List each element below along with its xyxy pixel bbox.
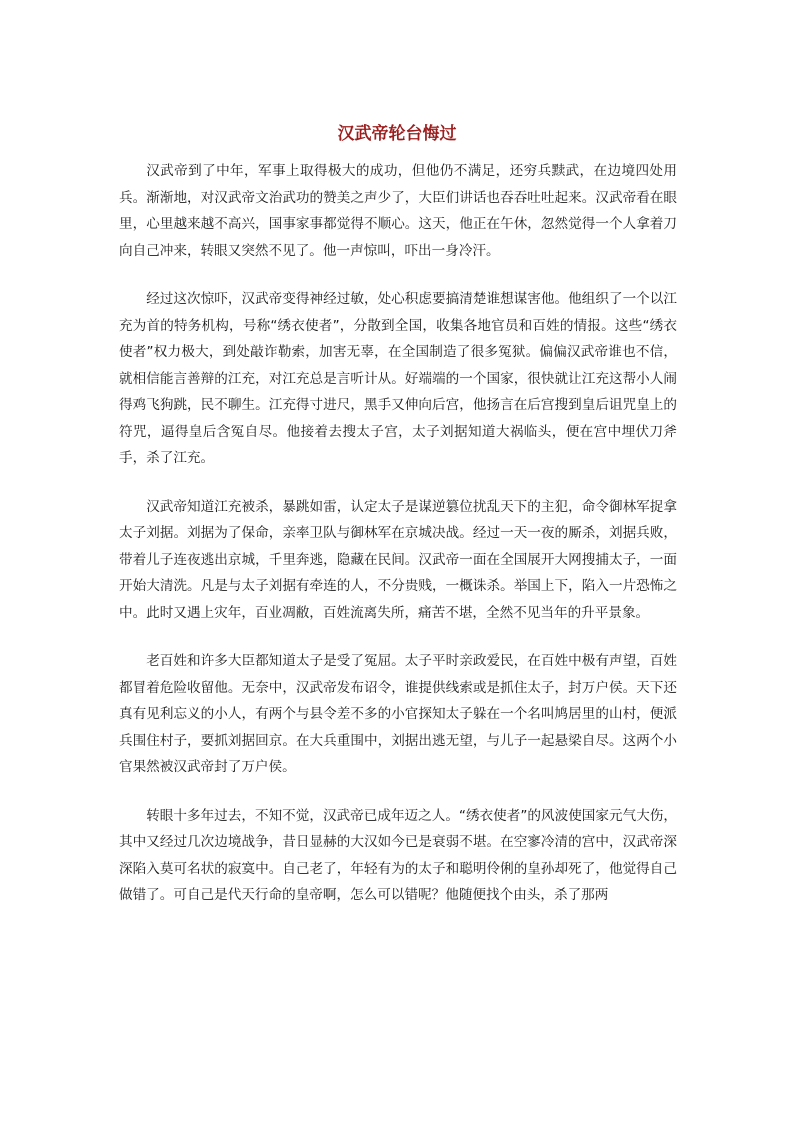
paragraph: 老百姓和许多大臣都知道太子是受了冤屈。太子平时亲政爱民，在百姓中极有声望，百姓都冒着危险收留他。无奈中，汉武帝发布诏令，谁提供线索或是抓住太子，封万户侯。天下还真有见利忘义的小人，有两个与县令差不多的小官探知太子躲在一个名叫鸠居里的山村，便派兵围住村子，要抓刘据回京。在大兵重围中，刘据出逃无望，与儿子一起悬梁自尽。这两个小官果然被汉武帝封了万户侯。: [119, 653, 677, 775]
paragraph: 转眼十多年过去，不知不觉，汉武帝已成年迈之人。“绣衣使者”的风波使国家元气大伤，其中又经过几次边境战争，昔日显赫的大汉如今已是衰弱不堪。在空寥冷清的宫中，汉武帝深深陷入莫可名状的寂寞中。自己老了，年轻有为的太子和聪明伶俐的皇孙却死了，他觉得自己做错了。可自己是代天行命的皇帝啊，怎么可以错呢？他随便找个由头，杀了那两: [119, 807, 677, 903]
paragraph: 汉武帝知道江充被杀，暴跳如雷，认定太子是谋逆篡位扰乱天下的主犯，命令御林军捉拿太子刘据。刘据为了保命，亲率卫队与御林军在京城决战。经过一天一夜的厮杀，刘据兵败，带着儿子连夜逃出京城，千里奔逃，隐藏在民间。汉武帝一面在全国展开大网搜捕太子，一面开始大清洗。凡是与太子刘据有牵连的人，不分贵贱，一概诛杀。举国上下，陷入一片恐怖之中。此时又遇上灾年，百业凋敝，百姓流离失所，痛苦不堪，全然不见当年的升平景象。: [119, 498, 677, 621]
document-body: [119, 158, 677, 931]
paragraph: 汉武帝到了中年，军事上取得极大的成功，但他仍不满足，还穷兵黩武，在边境四处用兵。渐渐地，对汉武帝文治武功的赞美之声少了，大臣们讲话也吞吞吐吐起来。汉武帝看在眼里，心里越来越不高兴，国事家事都觉得不顺心。这天，他正在午休，忽然觉得一个人拿着刀向自己冲来，转眼又突然不见了。他一声惊叫，吓出一身冷汗。: [119, 163, 677, 259]
paragraph: 经过这次惊吓，汉武帝变得神经过敏，处心积虑要搞清楚谁想谋害他。他组织了一个以江充为首的特务机构，号称“绣衣使者”，分散到全国，收集各地官员和百姓的情报。这些“绣衣使者”权力极大，到处敲诈勒索，加害无辜，在全国制造了很多冤狱。偏偏汉武帝谁也不信，就相信能言善辩的江充，对江充总是言听计从。好端端的一个国家，很快就让江充这帮小人闹得鸡飞狗跳，民不聊生。江充得寸进尺，黑手又伸向后宫，他扬言在后宫搜到皇后诅咒皇上的符咒，逼得皇后含冤自尽。他接着去搜太子宫，太子刘据知道大祸临头，便在宫中埋伏刀斧手，杀了江充。: [119, 291, 677, 466]
document-title: 汉武帝轮台悔过: [337, 124, 457, 144]
